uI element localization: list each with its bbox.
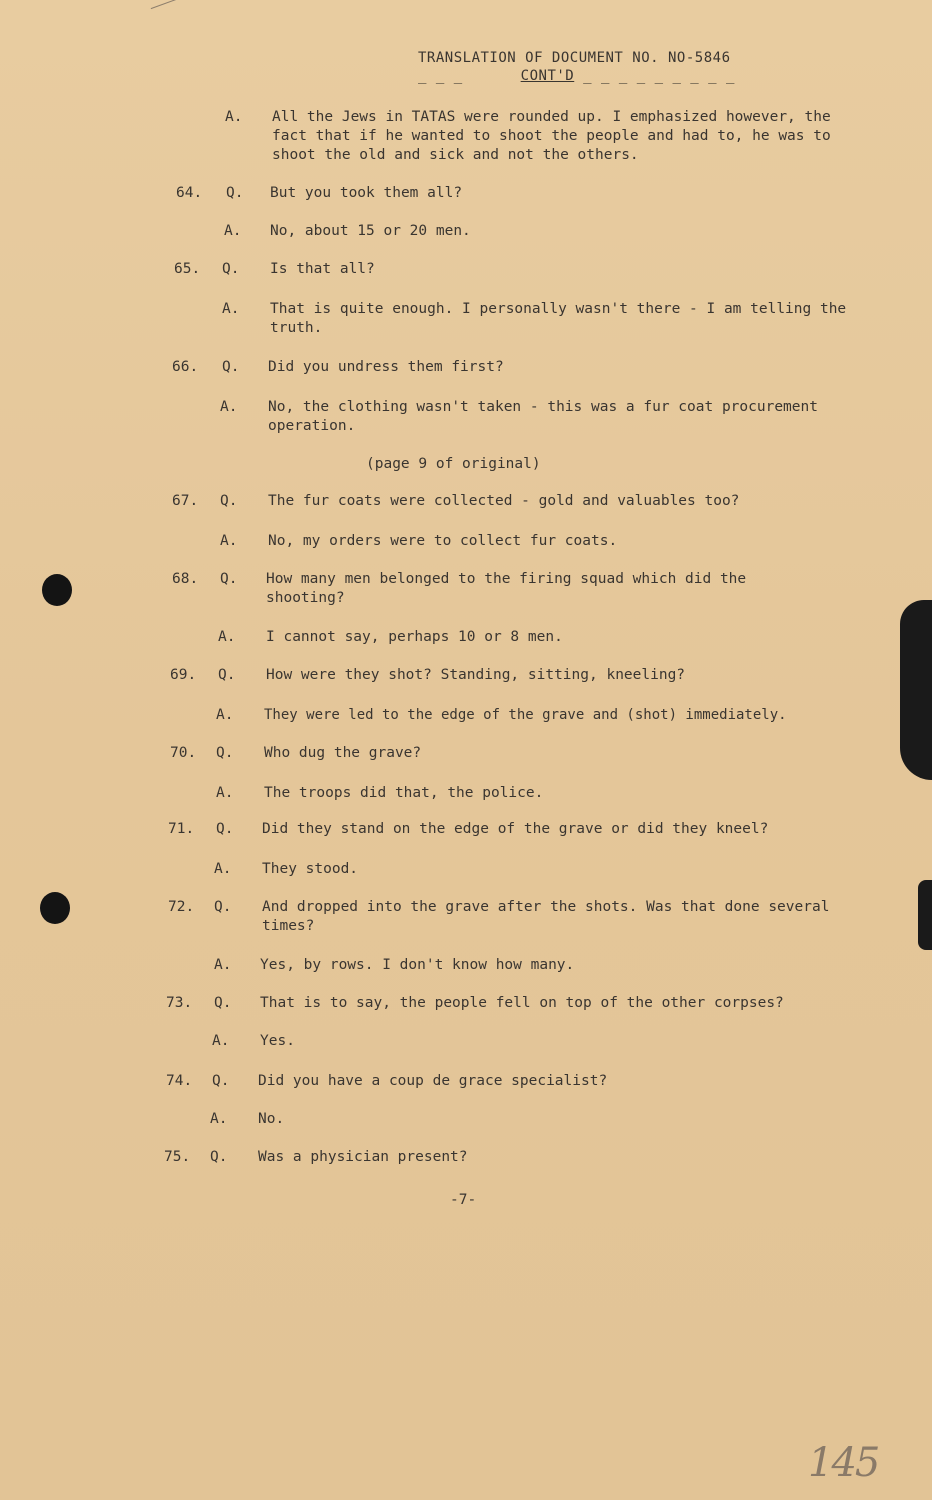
speaker-label: Q. xyxy=(220,493,238,509)
entry-text: They stood. xyxy=(262,861,359,877)
question-number: 67. xyxy=(172,493,199,509)
page-number: -7- xyxy=(450,1192,477,1208)
speaker-label: Q. xyxy=(216,745,234,761)
speaker-label: A. xyxy=(210,1111,228,1127)
question-number: 69. xyxy=(170,667,197,683)
speaker-label: Q. xyxy=(212,1073,230,1089)
question-number: 70. xyxy=(170,745,197,761)
entry-text: Did they stand on the edge of the grave or did they kneel? xyxy=(262,821,769,837)
page-of-original-note: (page 9 of original) xyxy=(366,456,541,472)
entry-text: Did you have a coup de grace specialist? xyxy=(258,1073,608,1089)
contd-label: CONT'D xyxy=(520,68,575,84)
speaker-label: Q. xyxy=(222,359,240,375)
speaker-label: A. xyxy=(220,399,238,415)
entry-text: Did you undress them first? xyxy=(268,359,504,375)
entry-text: I cannot say, perhaps 10 or 8 men. xyxy=(266,629,563,645)
speaker-label: Q. xyxy=(220,571,238,587)
entry-text: No, my orders were to collect fur coats. xyxy=(268,533,618,549)
speaker-label: A. xyxy=(220,533,238,549)
question-number: 72. xyxy=(168,899,195,915)
punch-hole-top xyxy=(42,574,72,606)
entry-text: The fur coats were collected - gold and valuables too? xyxy=(268,493,740,509)
entry-text: They were led to the edge of the grave and (shot) immediately. xyxy=(264,707,787,723)
speaker-label: Q. xyxy=(214,899,232,915)
document-header xyxy=(418,50,838,84)
entry-text: Yes, by rows. I don't know how many. xyxy=(260,957,575,973)
torn-edge-top xyxy=(900,600,932,780)
speaker-label: A. xyxy=(216,785,234,801)
question-number: 73. xyxy=(166,995,193,1011)
question-number: 75. xyxy=(164,1149,191,1165)
question-number: 71. xyxy=(168,821,195,837)
question-number: 68. xyxy=(172,571,199,587)
speaker-label: A. xyxy=(218,629,236,645)
question-number: 74. xyxy=(166,1073,193,1089)
entry-text: All the Jews in TATAS were rounded up. I emphasized however, the fact that if he wanted to shoot the people and had to, he was to shoot the old and sick and not the others. xyxy=(272,109,831,163)
entry-text: No, about 15 or 20 men. xyxy=(270,223,471,239)
entry-text: Who dug the grave? xyxy=(264,745,422,761)
entry-text: But you took them all? xyxy=(270,185,463,201)
speaker-label: A. xyxy=(216,707,234,723)
speaker-label: A. xyxy=(214,957,232,973)
pencil-mark xyxy=(151,0,180,9)
question-number: 65. xyxy=(174,261,201,277)
entry-text: No. xyxy=(258,1111,285,1127)
entry-text: No, the clothing wasn't taken - this was a fur coat procurement operation. xyxy=(268,399,818,434)
speaker-label: Q. xyxy=(218,667,236,683)
entry-text: How were they shot? Standing, sitting, kneeling? xyxy=(266,667,686,683)
speaker-label: A. xyxy=(214,861,232,877)
speaker-label: Q. xyxy=(216,821,234,837)
continued-line: _ _ _ CONT'D _ _ _ _ _ _ _ _ _ xyxy=(418,68,735,84)
entry-text: How many men belonged to the firing squad which did the shooting? xyxy=(266,571,747,606)
entry-text: Was a physician present? xyxy=(258,1149,468,1165)
speaker-label: A. xyxy=(212,1033,230,1049)
entry-text: Is that all? xyxy=(270,261,375,277)
torn-edge-bottom xyxy=(918,880,932,950)
punch-hole-bottom xyxy=(40,892,70,924)
speaker-label: A. xyxy=(225,109,243,125)
document-title: TRANSLATION OF DOCUMENT NO. NO-5846 xyxy=(418,50,731,66)
entry-text: And dropped into the grave after the shots. Was that done several times? xyxy=(262,899,830,934)
speaker-label: Q. xyxy=(210,1149,228,1165)
handwritten-page-number: 145 xyxy=(808,1440,879,1486)
speaker-label: Q. xyxy=(226,185,244,201)
speaker-label: A. xyxy=(224,223,242,239)
entry-text: Yes. xyxy=(260,1033,295,1049)
entry-text: That is to say, the people fell on top of the other corpses? xyxy=(260,995,784,1011)
question-number: 66. xyxy=(172,359,199,375)
entry-text: That is quite enough. I personally wasn't there - I am telling the truth. xyxy=(270,301,847,336)
speaker-label: Q. xyxy=(222,261,240,277)
speaker-label: Q. xyxy=(214,995,232,1011)
question-number: 64. xyxy=(176,185,203,201)
speaker-label: A. xyxy=(222,301,240,317)
entry-text: The troops did that, the police. xyxy=(264,785,544,801)
